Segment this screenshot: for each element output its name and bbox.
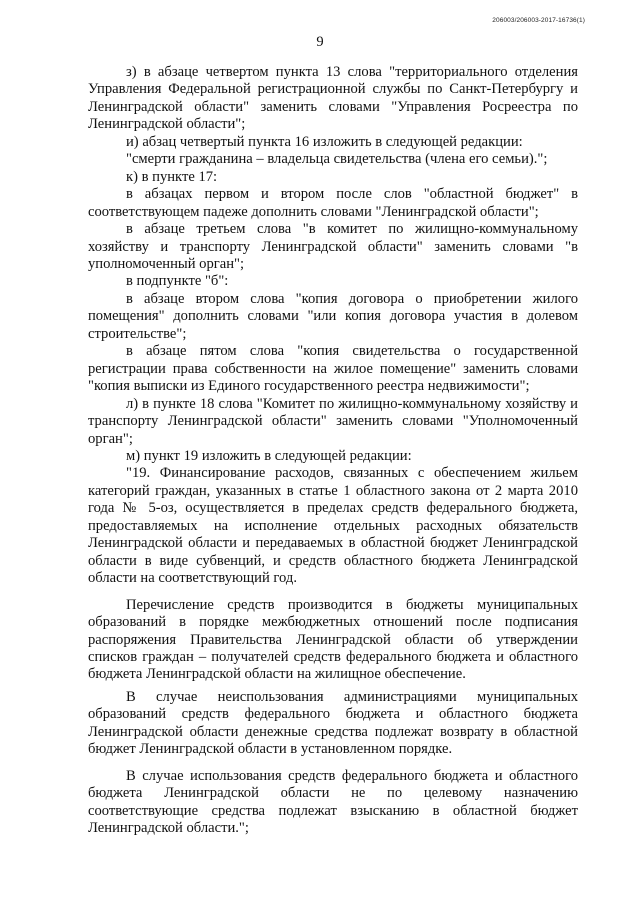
paragraph-k-b-1: в абзаце втором слова "копия договора о приобретении жилого помещения" дополнить словами "или копия договора участия в долевом строительстве"; — [88, 290, 578, 342]
page-number: 9 — [316, 34, 324, 50]
paragraph-k-b: в подпункте "б": — [126, 273, 229, 290]
document-id: 206003/206003-2017-16736(1) — [492, 17, 585, 24]
paragraph-i-quote: "смерти гражданина – владельца свидетельства (члена его семьи)."; — [126, 151, 548, 168]
paragraph-k: к) в пункте 17: — [126, 168, 218, 185]
paragraph-k-2: в абзаце третьем слова "в комитет по жилищно-коммунальному хозяйству и транспорту Ленинградской области" заменить словами "в уполномоченный орган"; — [88, 221, 578, 272]
paragraph-19-unused: В случае неиспользования администрациями муниципальных образований средств федерального бюджета и областного бюджета Ленинградской области денежные средства подлежат возврату в областной бюджет Ленинградской области в установленном порядке. — [88, 688, 578, 758]
paragraph-19-misuse: В случае использования средств федерального бюджета и областного бюджета Ленинградской области не по целевому назначению соответствующие средства подлежат взысканию в областной бюджет Ленинградской области."; — [88, 767, 578, 837]
paragraph-k-1: в абзацах первом и втором после слов "областной бюджет" в соответствующем падеже дополнить словами "Ленинградской области"; — [88, 186, 578, 220]
paragraph-l: л) в пункте 18 слова "Комитет по жилищно-коммунальному хозяйству и транспорту Ленинградской области" заменить словами "Уполномоченный орган"; — [88, 395, 578, 447]
paragraph-z: з) в абзаце четвертом пункта 13 слова "территориального отделения Управления Федеральной регистрационной службы по Санкт-Петербургу и Ленинградской области" заменить словами "Управления Росреестра по Ленинградской области"; — [88, 64, 578, 133]
paragraph-m: м) пункт 19 изложить в следующей редакции: — [126, 447, 412, 464]
paragraph-19-financing: "19. Финансирование расходов, связанных с обеспечением жильем категорий граждан, указанных в статье 1 областного закона от 2 марта 2010 года № 5-оз, осуществляется в пределах средств федерального бюджета, предоставляемых на исполнение отдельных расходных обязательств Ленинградской области и передаваемых в областной бюджет Ленинградской области в виде субвенций, и средств областного бюджета Ленинградской области на соответствующий год. — [88, 465, 578, 587]
paragraph-i: и) абзац четвертый пункта 16 изложить в следующей редакции: — [126, 133, 523, 150]
paragraph-k-b-2: в абзаце пятом слова "копия свидетельства о государственной регистрации права собственности на жилое помещение" заменить словами "копия выписки из Единого государственного реестра недвижимости"; — [88, 343, 578, 395]
paragraph-19-transfer: Перечисление средств производится в бюджеты муниципальных образований в порядке межбюджетных отношений после подписания распоряжения Правительства Ленинградской области об утверждении списков граждан – получателей средств федерального бюджета и областного бюджета Ленинградской области на жилищное обеспечение. — [88, 596, 578, 683]
document-body — [88, 64, 578, 837]
